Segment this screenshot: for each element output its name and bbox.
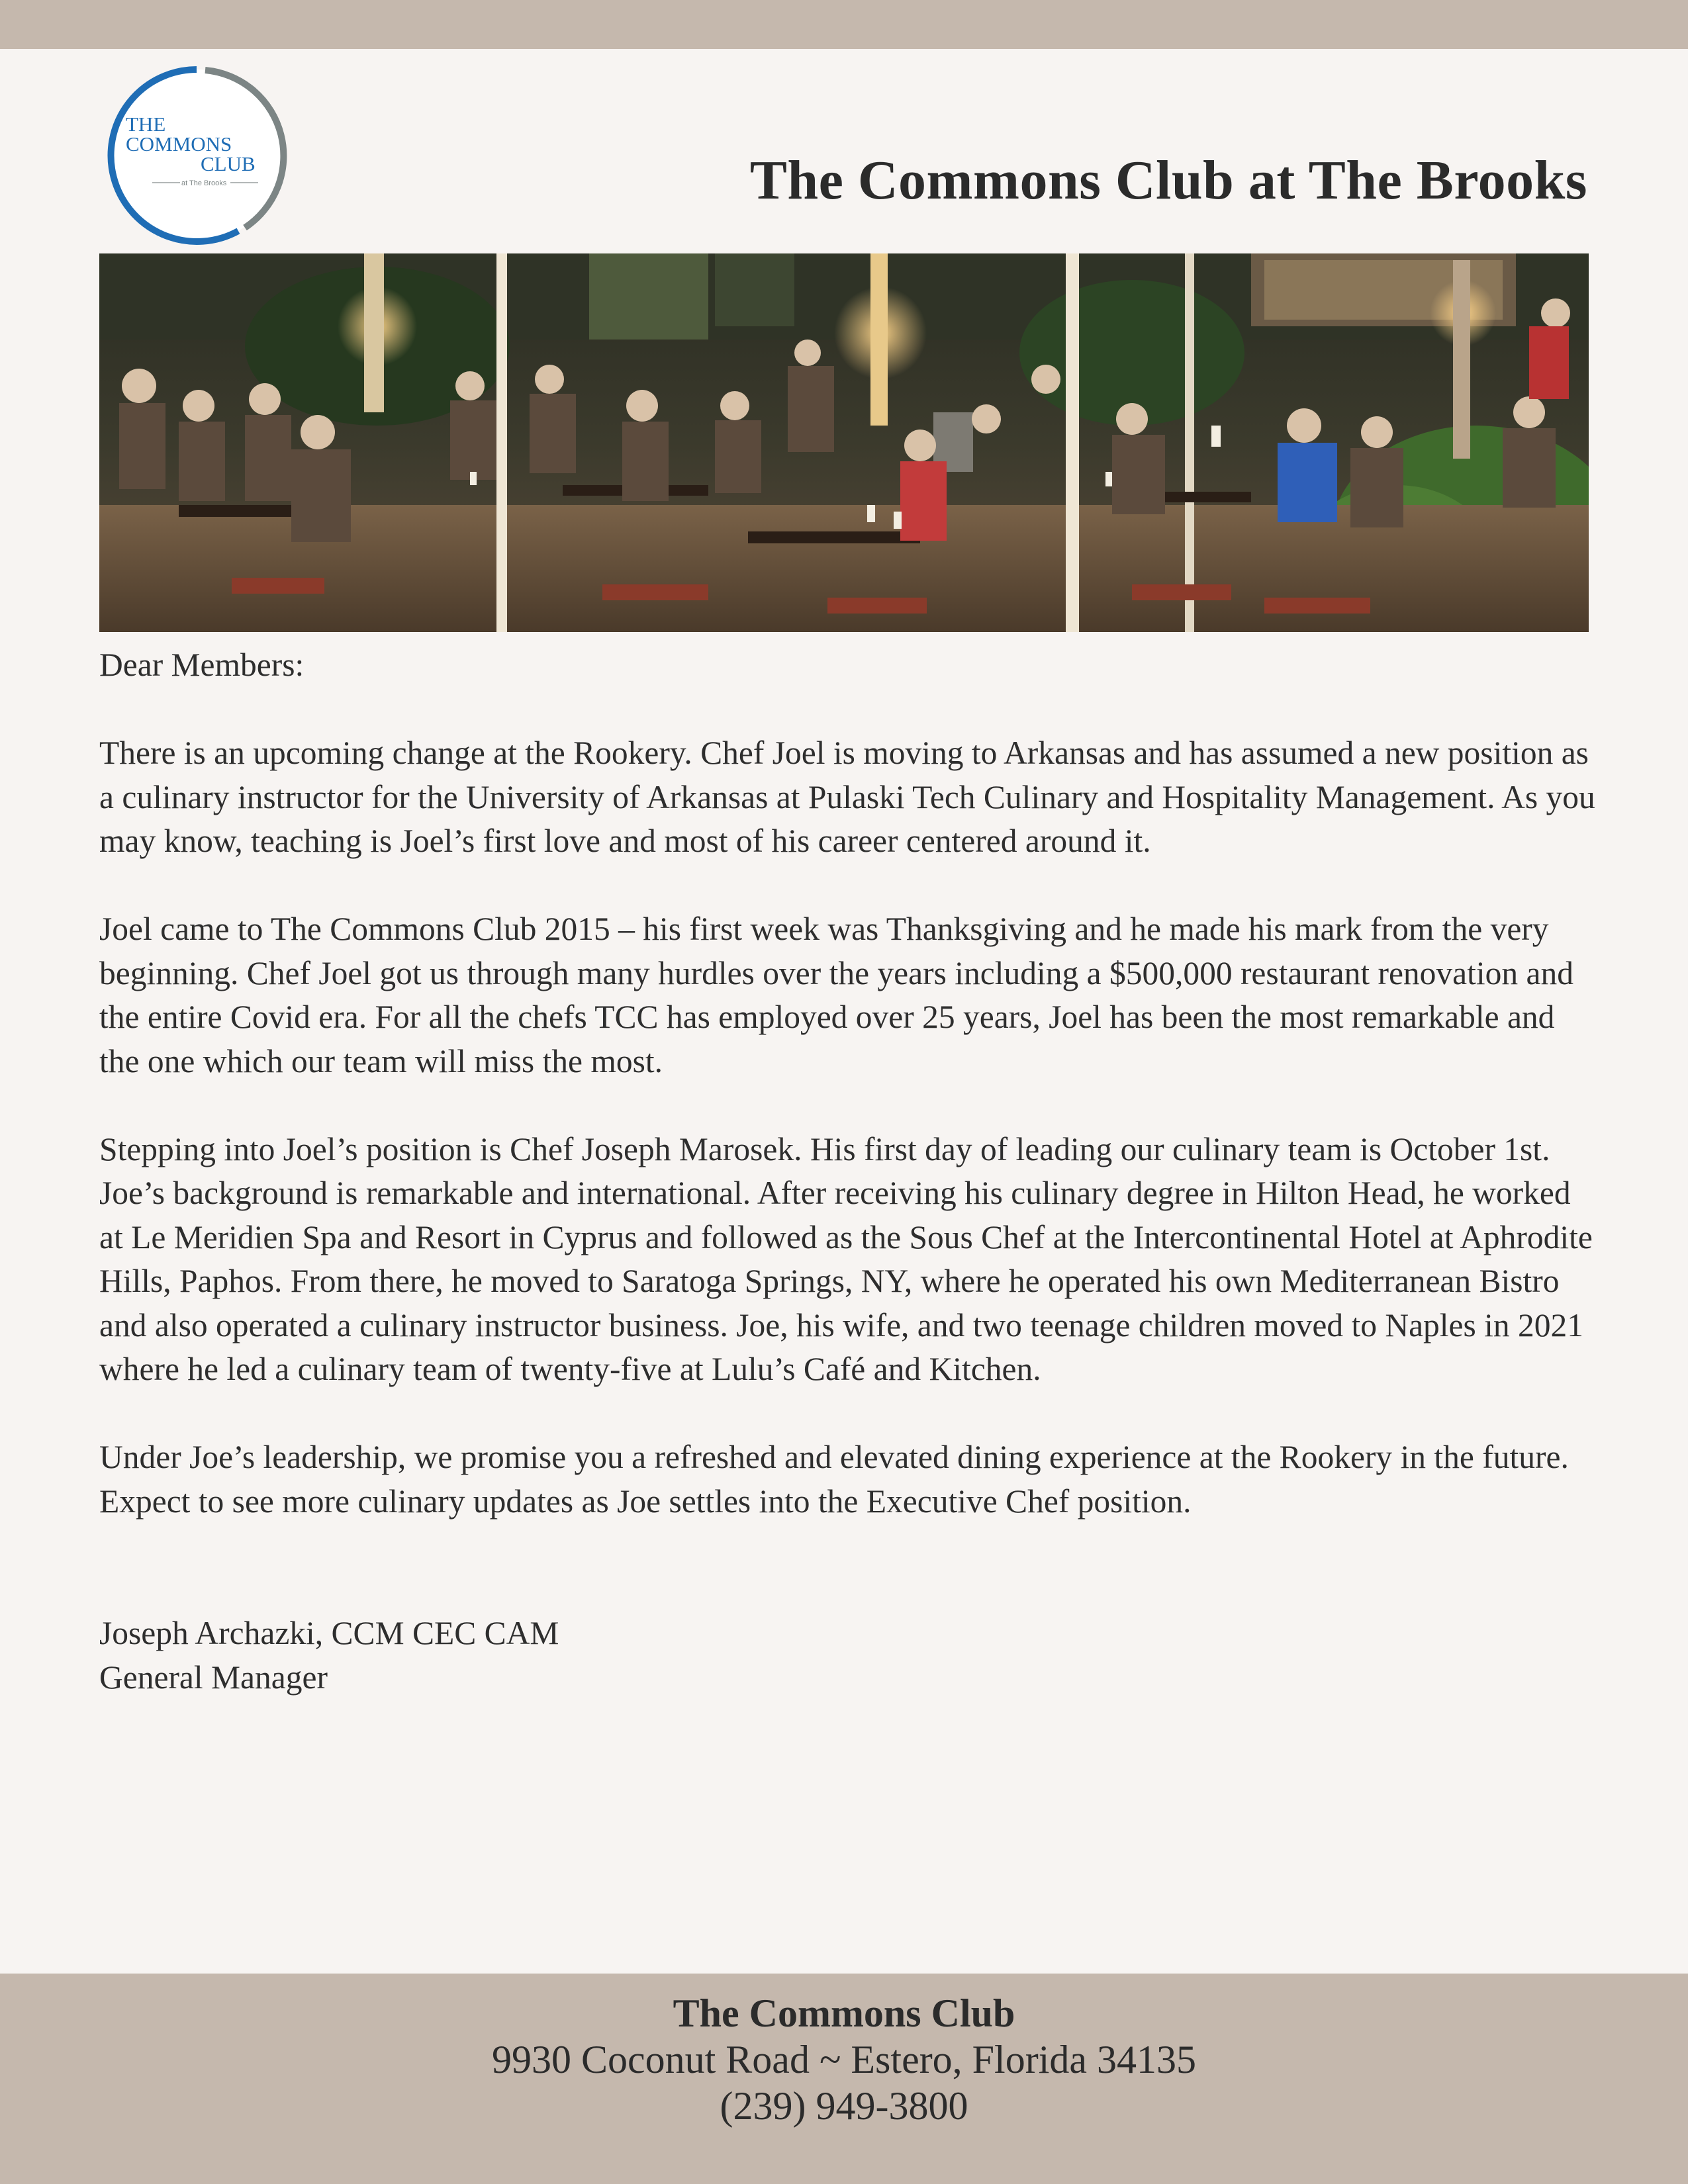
letter-paragraph-3: Stepping into Joel’s position is Chef Joseph Marosek. His first day of leading our culinary team is October 1st. Joe’s background is remarkable and international. After receiving his culinary degree in Hilton Head, he worked at Le Meridien Spa and Resort in Cyprus and followed as the Sous Chef at the Intercontinental Hotel at Aphrodite Hills, Paphos. From there, he moved to Saratoga Springs, NY, where he operated his own Mediterranean Bistro and also operated a culinary instructor business. Joe, his wife, and two teenage children moved to Naples in 2021 where he led a culinary team of twenty-five at Lulu’s Café and Kitchen. [99, 1130, 1593, 1387]
top-band [0, 0, 1688, 49]
outdoor-dining-patio-photo [99, 253, 1589, 632]
footer-club-name: The Commons Club [673, 1991, 1015, 2035]
club-logo-emblem [106, 65, 288, 247]
logo-line3: CLUB [201, 152, 256, 175]
logo-line1: THE [126, 113, 166, 136]
footer-address: 9930 Coconut Road ~ Estero, Florida 34135 [491, 2038, 1197, 2081]
letter-body [99, 643, 1595, 1700]
letter-paragraph-4: Under Joe’s leadership, we promise you a refreshed and elevated dining experience at the Rookery in the future. Expect to see more culinary updates as Joe settles into the Executive Chef position. [99, 1439, 1569, 1520]
signature-title: General Manager [99, 1659, 328, 1696]
signature-block [99, 1612, 1595, 1700]
logo-tagline: at The Brooks [181, 179, 227, 187]
page-title: The Commons Club at The Brooks [749, 150, 1587, 211]
letter-paragraph-1: There is an upcoming change at the Rookery. Chef Joel is moving to Arkansas and has assumed a new position as a culinary instructor for the University of Arkansas at Pulaski Tech Culinary and Hospitality Management. As you may know, teaching is Joel’s first love and most of his career centered around it. [99, 735, 1595, 859]
signature-name: Joseph Archazki, CCM CEC CAM [99, 1615, 559, 1651]
club-logo [106, 65, 288, 247]
logo-line2: COMMONS [126, 132, 232, 156]
footer [0, 1974, 1688, 2184]
salutation: Dear Members: [99, 647, 305, 683]
letter-paragraph-2: Joel came to The Commons Club 2015 – his first week was Thanksgiving and he made his mark from the very beginning. Chef Joel got us through many hurdles over the years including a $500,000 restaurant renovation and the entire Covid era. For all the chefs TCC has employed over 25 years, Joel has been the most remarkable and the one which our team will miss the most. [99, 911, 1573, 1079]
footer-phone: (239) 949-3800 [720, 2084, 968, 2128]
